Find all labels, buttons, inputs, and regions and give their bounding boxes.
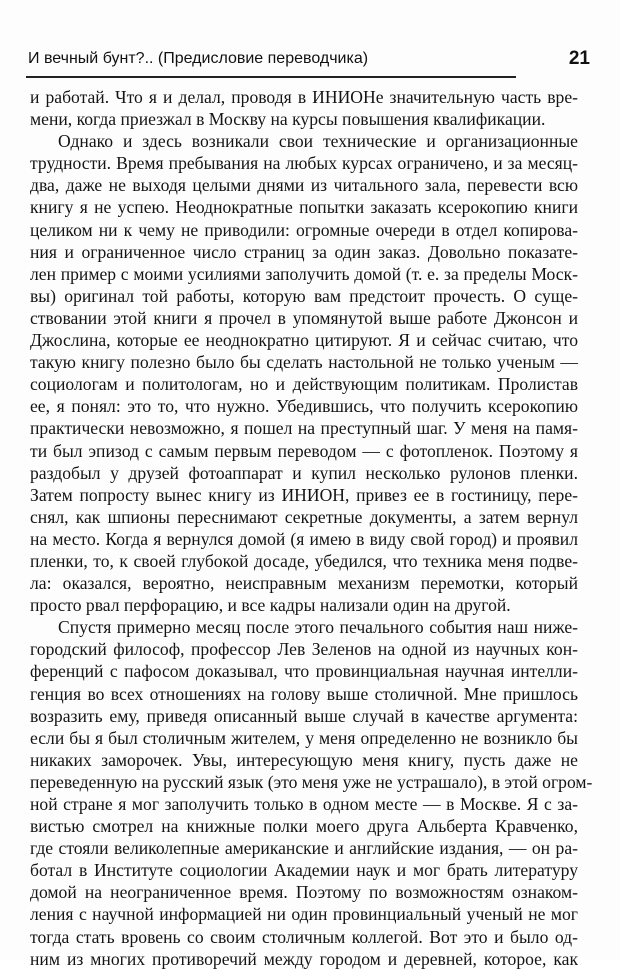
running-title: И вечный бунт?.. (Предисловие переводчика) [28,50,369,67]
text-line: ла: оказался, вероятно, неисправным механизм перемотки, который [30,573,578,594]
text-line: Спустя примерно месяц после этого печального события наш ниже- [58,617,578,638]
text-line: ференций с пафосом доказывал, что провинциальная научная интелли- [30,661,578,682]
text-line: практически невозможно, я пошел на преступный шаг. У меня на памя- [30,418,578,439]
text-line: ее, я понял: это то, что нужно. Убедившись, что получить ксерокопию [30,396,578,417]
text-line: генция во всех отношениях на голову выше столичной. Мне пришлось [30,683,578,704]
text-line: книгу я не успею. Неоднократные попытки заказать ксерокопию книги [30,197,578,218]
text-line: такую книгу полезно было бы сделать настольной не только ученым — [30,352,578,373]
body-text [30,86,593,970]
text-line: городский философ, профессор Лев Зеленов на одной из научных кон- [30,639,578,660]
text-line: если бы я был столичным жителем, у меня определенно не возникло бы [30,727,578,748]
text-line: Джослина, которые ее неоднократно цитируют. Я и сейчас считаю, что [30,330,578,351]
text-line: никаких заморочек. Увы, интересующую меня книгу, пусть даже не [30,749,578,770]
text-line: тогда стать вровень со своим столичным коллегой. Вот это и было од- [30,926,578,947]
text-line: ботал в Институте социологии Академии наук и мог брать литературу [30,860,578,881]
text-line: мени, когда приезжал в Москву на курсы повышения квалификации. [30,109,546,130]
text-line: ления с научной информацией ни один провинциальный ученый не мог [30,904,578,925]
text-line: вы) оригинал той работы, которую вам предстоит прочесть. О суще- [30,285,578,306]
text-line: на место. Когда я вернулся домой (я имею в виду свой город) и проявил [30,528,578,549]
text-line: раздобыл у друзей фотоаппарат и купил несколько рулонов пленки. [30,462,578,483]
text-line: Однако и здесь возникали свои технические и организационные [58,131,578,152]
text-line: целиком ни к чему не приводили: огромные очереди в отдел копирова- [30,219,578,240]
text-line: переведенную на русский язык (это меня уже не устрашало), в этой огром- [30,771,593,792]
text-line: ним из многих противоречий между городом и деревней, которое, как [30,948,578,969]
text-line: ной стране я мог заполучить только в одном месте — в Москве. Я с за- [30,794,578,814]
text-line: и работай. Что я и делал, проводя в ИНИОНе значительную часть вре- [30,87,578,107]
page-number: 21 [568,48,590,69]
text-line: ствовании этой книги я прочел в упомянутой выше работе Джонсон и [30,307,578,328]
running-head [26,50,594,74]
text-line: трудности. Время пребывания на любых курсах ограничено, и за месяц- [30,153,578,174]
text-line: вистью смотрел на книжные полки моего друга Альберта Кравченко, [30,816,578,837]
text-line: возразить ему, приведя описанный выше случай в качестве аргумента: [30,705,578,726]
text-line: два, даже не выходя целыми днями из читального зала, перевести всю [30,175,578,196]
text-line: ния и ограниченное число страниц за один заказ. Довольно показате- [30,241,578,262]
text-line: лен пример с моими усилиями заполучить домой (т. е. за пределы Моск- [30,263,578,284]
text-line: где стояли великолепные американские и английские издания, — он ра- [30,838,578,859]
text-line: пленки, то, к своей глубокой досаде, убедился, что техника меня подве- [30,550,578,571]
header-rule [26,76,516,78]
text-line: просто рвал перфорацию, и все кадры нализали один на другой. [30,595,511,616]
text-line: социологам и политологам, но и действующим политикам. Пролистав [30,374,578,395]
text-line: домой на неограниченное время. Поэтому по возможностям ознаком- [30,882,578,903]
text-line: Затем попросту вынес книгу из ИНИОН, привез ее в гостиницу, пере- [30,484,578,505]
text-line: снял, как шпионы переснимают секретные документы, а затем вернул [30,506,578,527]
text-line: ти был эпизод с самым первым переводом — с фотопленок. Поэтому я [30,440,578,461]
